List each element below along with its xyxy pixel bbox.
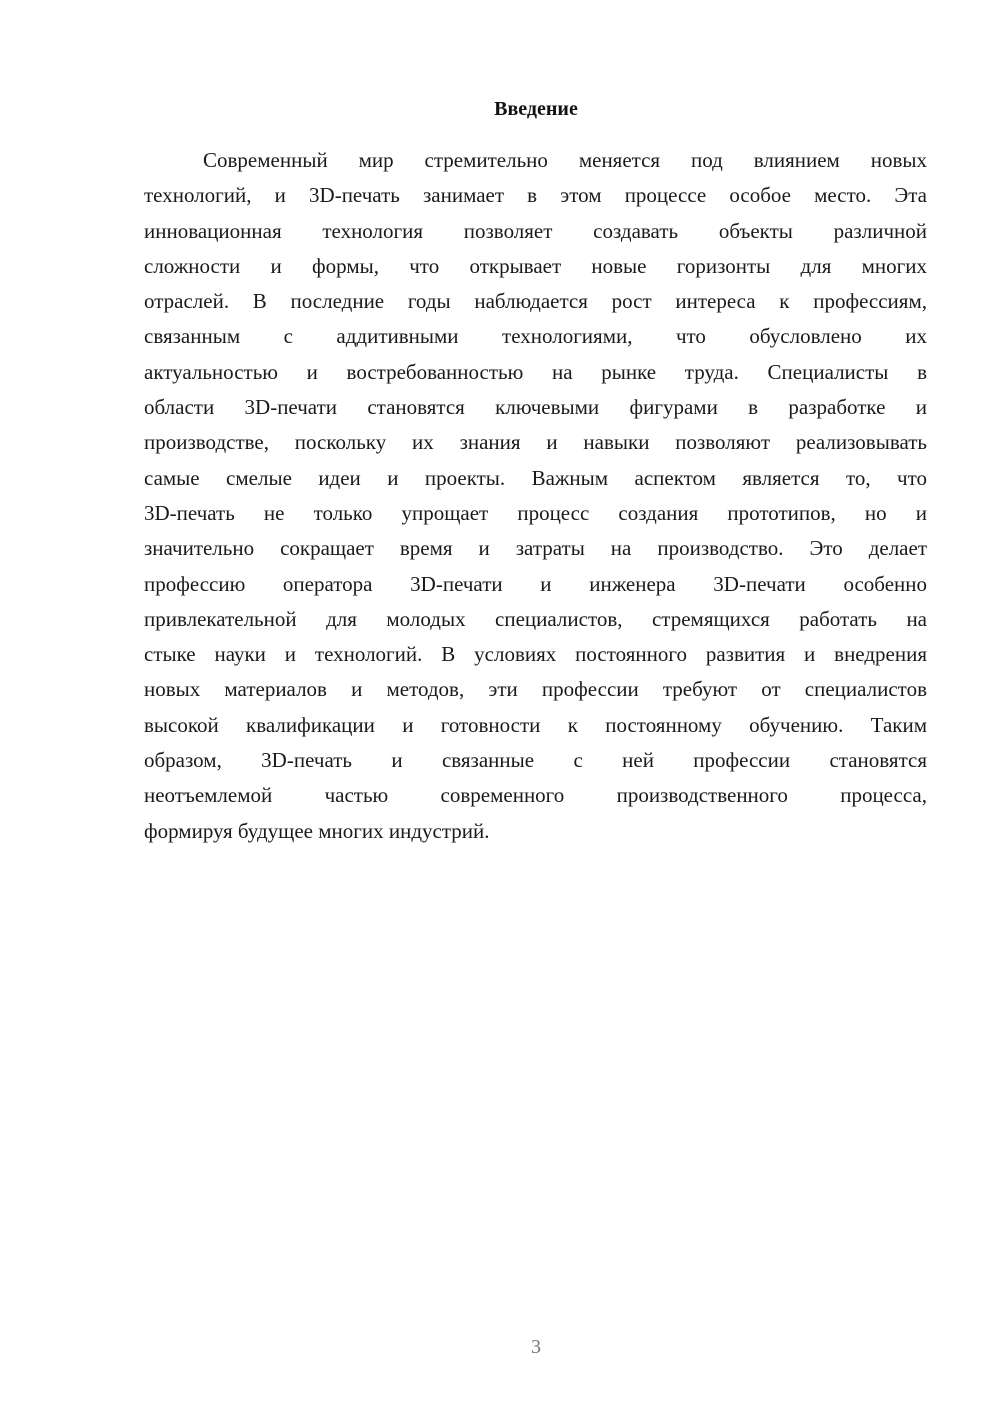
paragraph-line: новых материалов и методов, эти профессии требуют от специалистов [144, 677, 927, 702]
paragraph-line: Современный мир стремительно меняется под влиянием новых [203, 148, 927, 172]
paragraph-line: инновационная технология позволяет создавать объекты различной [144, 218, 927, 243]
paragraph-line: самые смелые идеи и проекты. Важным аспектом является то, что [144, 465, 927, 490]
paragraph-line: области 3D-печати становятся ключевыми фигурами в разработке и [144, 395, 927, 420]
paragraph-line: привлекательной для молодых специалистов, стремящихся работать на [144, 606, 927, 631]
paragraph-line: актуальностью и востребованностью на рынке труда. Специалисты в [144, 359, 927, 384]
page-number: 3 [531, 1336, 541, 1358]
intro-paragraph [144, 143, 927, 849]
paragraph-line: профессию оператора 3D-печати и инженера 3D-печати особенно [144, 571, 927, 596]
section-title: Введение [494, 98, 578, 120]
paragraph-line: высокой квалификации и готовности к постоянному обучению. Таким [144, 712, 927, 737]
paragraph-line: образом, 3D-печать и связанные с ней профессии становятся [144, 748, 927, 773]
paragraph-line: формируя будущее многих индустрий. [144, 818, 490, 843]
paragraph-line: 3D-печать не только упрощает процесс создания прототипов, но и [144, 500, 927, 525]
paragraph-line: связанным с аддитивными технологиями, что обусловлено их [144, 324, 927, 349]
paragraph-line: технологий, и 3D-печать занимает в этом процессе особое место. Эта [144, 183, 927, 208]
paragraph-line: сложности и формы, что открывает новые горизонты для многих [144, 253, 927, 278]
paragraph-line: стыке науки и технологий. В условиях постоянного развития и внедрения [144, 642, 927, 667]
paragraph-line: отраслей. В последние годы наблюдается рост интереса к профессиям, [144, 289, 927, 314]
paragraph-line: значительно сокращает время и затраты на производство. Это делает [144, 536, 927, 561]
paragraph-line: неотъемлемой частью современного производственного процесса, [144, 783, 927, 808]
paragraph-line: производстве, поскольку их знания и навыки позволяют реализовывать [144, 430, 927, 455]
